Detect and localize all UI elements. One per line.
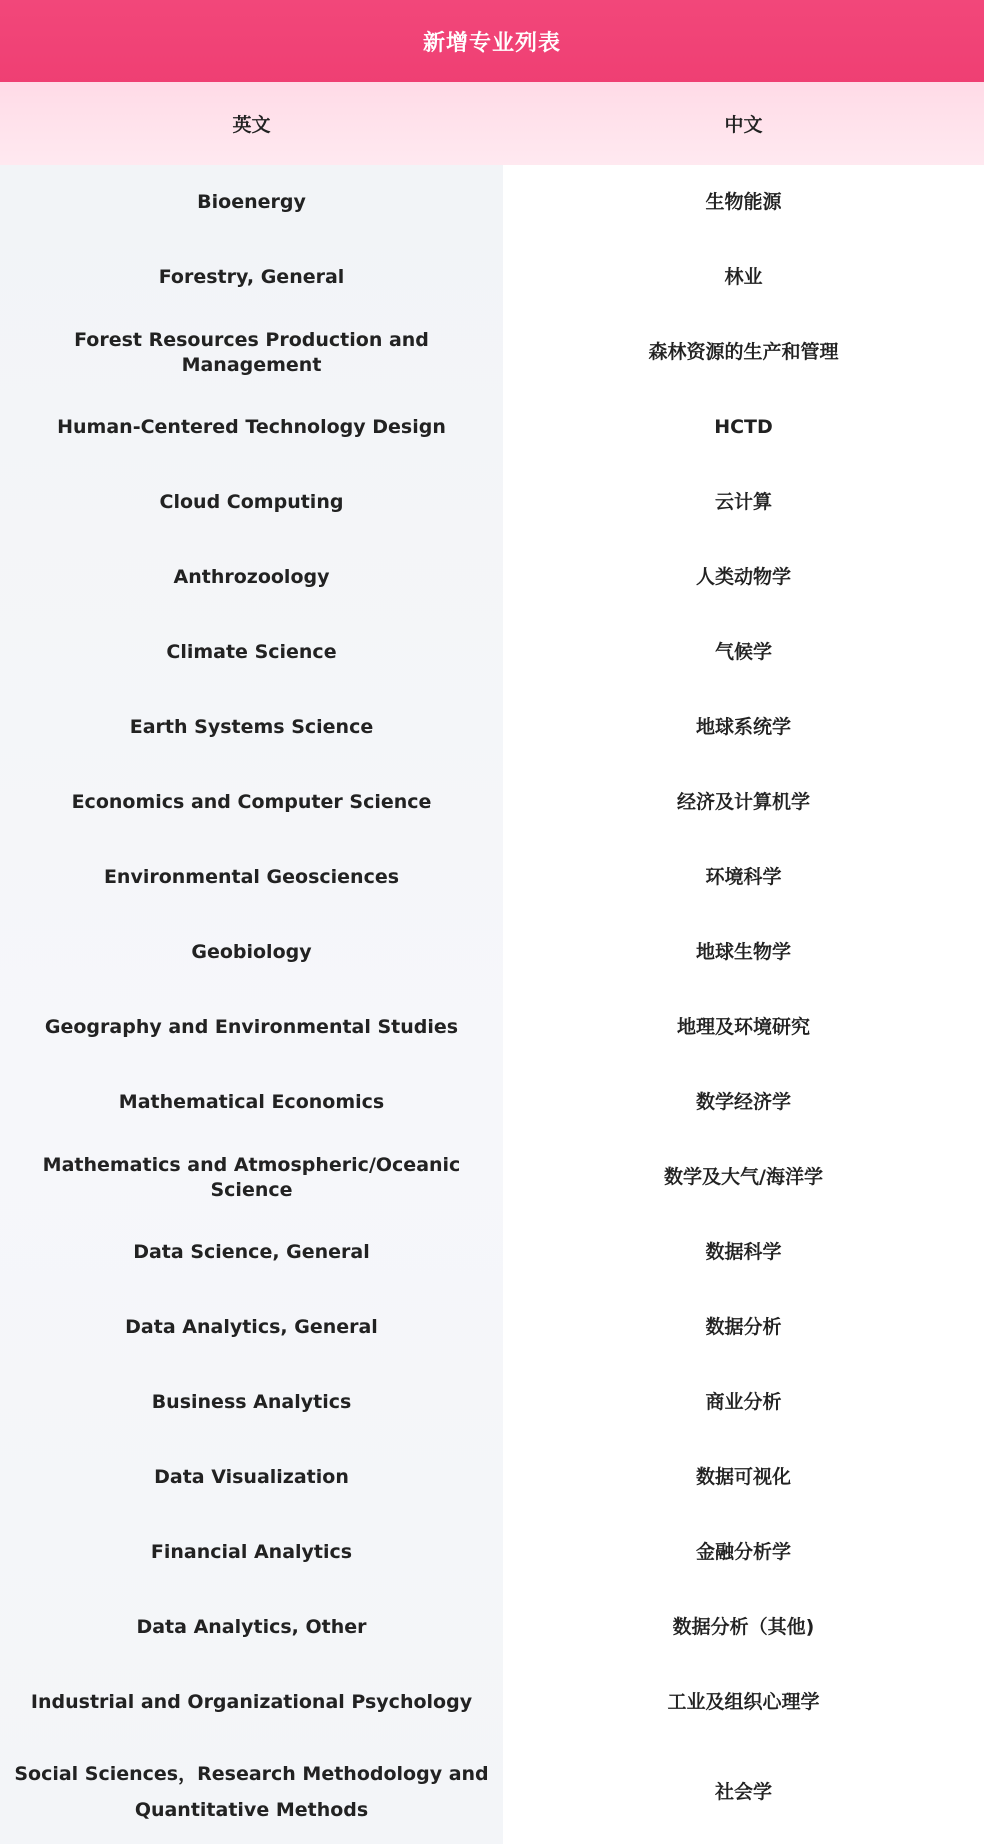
wrapped-english-label: Social Sciences，Research Methodology and Quantitative Methods — [14, 1763, 489, 1821]
table-row-en: Data Science, General — [133, 1241, 370, 1264]
table-row-en: Geography and Environmental Studies — [44, 1016, 459, 1039]
table-row-en: Mathematics and Atmospheric/Oceanic Science — [42, 1153, 461, 1201]
table-row-en: Anthrozoology — [173, 566, 330, 589]
english-column-header: 英文 — [232, 114, 271, 136]
table-row-zh: 森林资源的生产和管理 — [648, 341, 839, 364]
table-row-zh: 数学经济学 — [695, 1091, 791, 1114]
chinese-column-header: 中文 — [724, 114, 763, 136]
table-row-en: Climate Science — [166, 641, 337, 664]
table-row-zh: 工业及组织心理学 — [667, 1691, 820, 1714]
table-row-zh: 社会学 — [714, 1780, 772, 1803]
chinese-column — [503, 165, 984, 1844]
title-bar — [0, 0, 984, 82]
table-row-en: Cloud Computing — [159, 491, 344, 514]
table-row-en: Industrial and Organizational Psychology — [30, 1691, 473, 1714]
table-row-zh: 商业分析 — [705, 1391, 782, 1414]
table-row-zh: 生物能源 — [705, 191, 782, 214]
table-row-en: Bioenergy — [197, 191, 306, 214]
table-row-zh: 数据可视化 — [695, 1466, 791, 1489]
table-row-en: Data Analytics, General — [125, 1316, 378, 1339]
table-row-en: Economics and Computer Science — [71, 791, 432, 814]
table-row-en: Earth Systems Science — [129, 716, 374, 739]
table-row-zh: 人类动物学 — [695, 566, 791, 589]
table-row-zh: 数学及大气/海洋学 — [664, 1166, 823, 1189]
table-row-en: Business Analytics — [151, 1391, 352, 1414]
table-row-en: Geobiology — [191, 941, 312, 964]
table-row-zh: 地球生物学 — [695, 941, 791, 964]
english-column — [0, 165, 503, 1844]
table-row-en: Forestry, General — [158, 266, 345, 289]
table-row-zh: 气候学 — [714, 641, 772, 664]
table-row-en: Mathematical Economics — [118, 1091, 385, 1114]
table-row-zh: 林业 — [724, 266, 763, 289]
table-row-en: Data Visualization — [154, 1466, 349, 1489]
table-row-zh: 数据分析（其他) — [672, 1616, 815, 1639]
table-header — [0, 82, 984, 165]
major-table-body — [0, 165, 984, 1844]
table-row-en — [0, 1740, 503, 1844]
table-row-zh: 数据分析 — [705, 1316, 782, 1339]
table-row-en: Data Analytics, Other — [136, 1616, 367, 1639]
table-row-en: Environmental Geosciences — [103, 866, 400, 889]
table-row-zh: 地球系统学 — [695, 716, 791, 739]
table-row-en: Human-Centered Technology Design — [57, 416, 446, 439]
table-row-zh: 数据科学 — [705, 1241, 782, 1264]
table-row-zh: 云计算 — [714, 491, 772, 514]
table-row-zh: 金融分析学 — [695, 1541, 791, 1564]
table-row-zh: HCTD — [714, 416, 773, 439]
table-row-zh: 地理及环境研究 — [676, 1016, 810, 1039]
table-row-en: Forest Resources Production and Management — [74, 328, 429, 376]
table-row-zh: 环境科学 — [705, 866, 782, 889]
page-title: 新增专业列表 — [422, 30, 561, 56]
table-row-zh: 经济及计算机学 — [676, 791, 810, 814]
table-row-en: Financial Analytics — [150, 1541, 353, 1564]
